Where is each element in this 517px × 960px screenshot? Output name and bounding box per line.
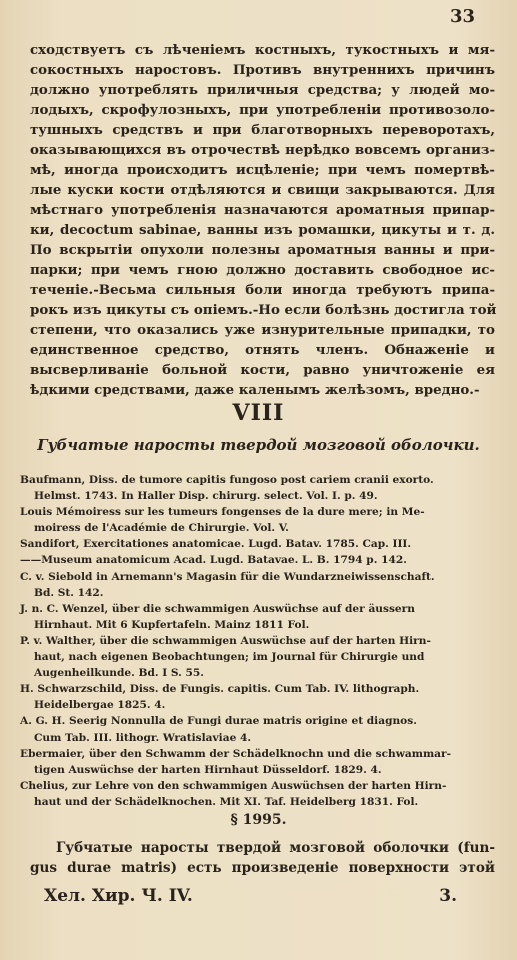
text-line: степени, что оказались уже изнурительные припадки, то xyxy=(30,322,495,338)
bibliography-line: Augenheilkunde. Bd. I S. 55. xyxy=(34,667,204,680)
page-number: 33 xyxy=(449,6,475,27)
bibliography-line: Cum Tab. III. lithogr. Wratislaviae 4. xyxy=(34,731,252,744)
text-line: рокъ изъ цикуты съ опiемъ.-Но если болѣзнь достигла той xyxy=(30,302,497,318)
bibliography-entry xyxy=(20,778,503,810)
bibliography-line: ——Museum anatomicum Acad. Lugd. Batavae. L. B. 1794 p. 142. xyxy=(20,554,407,567)
text-line: единственное средство, отнять членъ. Обнаженiе и xyxy=(30,342,495,358)
text-line: тушныхъ средствъ и при благотворныхъ переворотахъ, xyxy=(30,122,495,138)
bibliography-line: Heidelbergae 1825. 4. xyxy=(34,699,166,712)
bibliography-entry xyxy=(20,569,503,601)
bibliography-line: A. G. H. Seerig Nonnulla de Fungi durae matris origine et diagnos. xyxy=(20,715,417,728)
text-line: Губчатые наросты твердой мозговой оболочки (fun- xyxy=(56,840,495,856)
text-line: мѣстнаго употребленiя назначаются ароматныя припар- xyxy=(30,202,495,218)
body-paragraph xyxy=(30,40,495,400)
footer-sheet-number: 3. xyxy=(439,886,457,906)
chapter-title: Губчатые наросты твердой мозговой оболочки. xyxy=(37,436,480,454)
text-line: лые куски кости отдѣляются и свищи закрываются. Для xyxy=(30,182,495,198)
bibliography-entry xyxy=(20,601,503,633)
text-line: ѣдкими средствами, даже каленымъ желѣзомъ, вредно.- xyxy=(30,382,480,398)
section-paragraph xyxy=(30,838,495,878)
bibliography-line: tigen Auswüchse der harten Hirnhaut Düsseldorf. 1829. 4. xyxy=(34,763,382,776)
text-line: gus durae matris) есть произведенiе поверхности этой xyxy=(30,860,495,876)
footer-signature: Хел. Хир. Ч. IV. xyxy=(44,886,193,906)
text-line: должно употреблять приличныя средства; у людей мо- xyxy=(30,82,495,98)
bibliography-line: P. v. Walther, über die schwammigen Auswüchse auf der harten Hirn- xyxy=(20,634,431,647)
bibliography-entry xyxy=(20,681,503,713)
text-line: парки; при чемъ гною должно доставить свободное ис- xyxy=(30,262,495,278)
bibliography-entry xyxy=(20,552,503,568)
bibliography-line: Helmst. 1743. In Haller Disp. chirurg. select. Vol. I. p. 49. xyxy=(34,490,378,503)
chapter-numeral: VIII xyxy=(232,400,285,426)
bibliography-entry xyxy=(20,633,503,681)
bibliography-entry xyxy=(20,472,503,504)
bibliography-line: J. n. C. Wenzel, über die schwammigen Auswüchse auf der äussern xyxy=(20,602,415,615)
section-mark: § 1995. xyxy=(230,812,287,828)
bibliography-line: haut, nach eigenen Beobachtungen; im Journal für Chirurgie und xyxy=(34,651,425,664)
bibliography-line: Bd. St. 142. xyxy=(34,586,104,599)
text-line: ки, decoctum sabinae, ванны изъ ромашки, цикуты и т. д. xyxy=(30,222,495,238)
text-line: высверливанiе больной кости, равно уничтоженiе ея xyxy=(30,362,495,378)
bibliography-list xyxy=(20,472,503,810)
text-line: сокостныхъ наростовъ. Противъ внутреннихъ причинъ xyxy=(30,62,495,78)
bibliography-entry xyxy=(20,746,503,778)
text-line: оказывающихся въ отрочествѣ нерѣдко вовсемъ организ- xyxy=(30,142,495,158)
text-line: сходствуетъ съ лѣченiемъ костныхъ, тукостныхъ и мя- xyxy=(30,42,495,58)
bibliography-line: Louis Mémoiress sur les tumeurs fongenses de la dure mere; in Me- xyxy=(20,506,425,519)
text-line: лодыхъ, скрофулозныхъ, при употребленiи противозоло- xyxy=(30,102,495,118)
page-footer xyxy=(44,886,457,906)
bibliography-line: Baufmann, Diss. de tumore capitis fungoso post cariem cranii exorto. xyxy=(20,474,434,486)
text-line: мѣ, иногда происходитъ исцѣленiе; при чемъ помертвѣ- xyxy=(30,162,495,178)
bibliography-line: Ebermaier, über den Schwamm der Schädelknochn und die schwammar- xyxy=(20,747,452,760)
bibliography-line: Hirnhaut. Mit 6 Kupfertafeln. Mainz 1811 Fol. xyxy=(34,618,310,631)
bibliography-line: haut und der Schädelknochen. Mit XI. Taf. Heidelberg 1831. Fol. xyxy=(34,795,419,808)
text-line: По вскрытiи опухоли полезны ароматныя ванны и при- xyxy=(30,242,495,258)
bibliography-entry xyxy=(20,504,503,536)
bibliography-line: Chelius, zur Lehre von den schwammigen Auswüchsen der harten Hirn- xyxy=(20,779,447,792)
bibliography-line: moiress de l'Académie de Chirurgie. Vol. V. xyxy=(34,522,289,535)
bibliography-line: Sandifort, Exercitationes anatomicae. Lugd. Batav. 1785. Cap. III. xyxy=(20,538,412,551)
bibliography-entry xyxy=(20,713,503,745)
bibliography-entry xyxy=(20,536,503,552)
text-line: теченiе.-Весьма сильныя боли иногда требуютъ припа- xyxy=(30,282,495,298)
bibliography-line: C. v. Siebold in Arnemann's Magasin für die Wundarzneiwissenschaft. xyxy=(20,570,435,583)
bibliography-line: H. Schwarzschild, Diss. de Fungis. capitis. Cum Tab. IV. lithograph. xyxy=(20,683,420,696)
